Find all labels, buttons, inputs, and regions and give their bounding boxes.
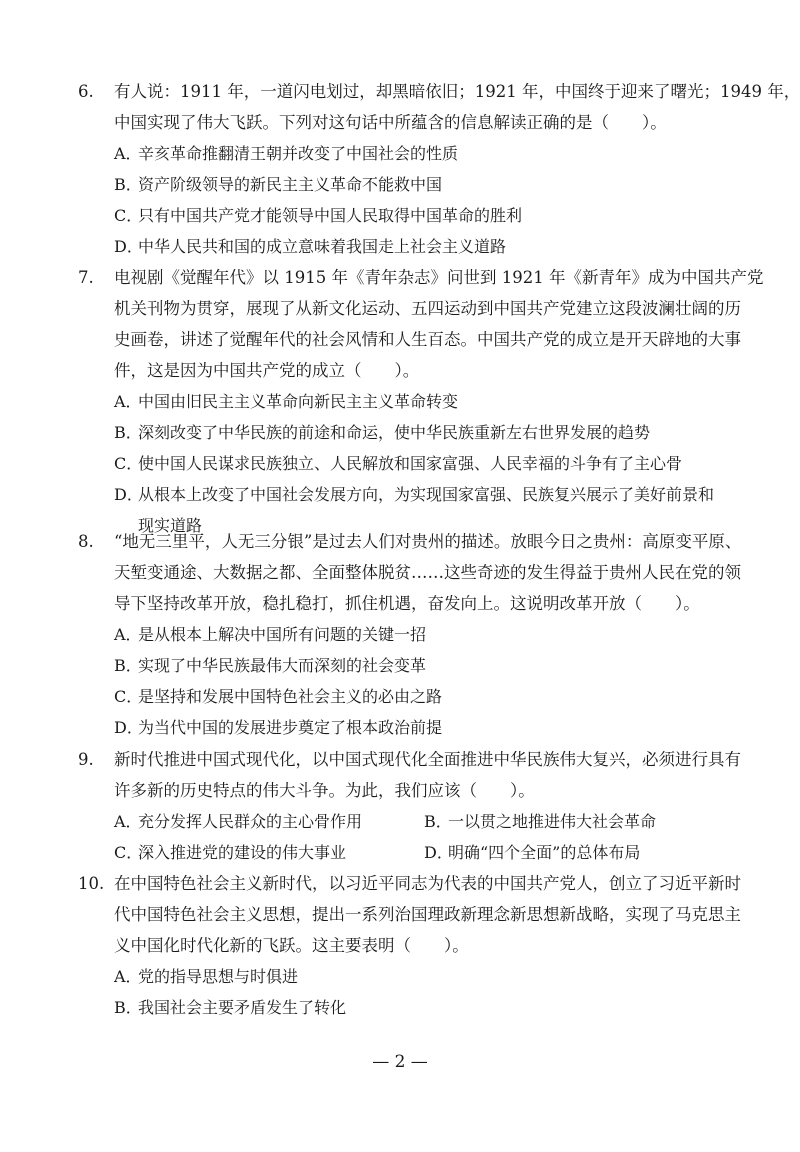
question-10-number: 10. <box>78 874 105 893</box>
question-7-option-d: D．从根本上改变了中国社会发展方向，为实现国家富强、民族复兴展示了美好前景和 <box>114 485 715 504</box>
question-6-number: 6. <box>78 82 94 101</box>
question-9-options-row-2 <box>78 837 758 868</box>
question-7-option-a: A．中国由旧民主主义革命向新民主主义革命转变 <box>114 392 459 411</box>
question-7-number: 7. <box>78 268 94 287</box>
question-7-stem-line-3: 史画卷，讲述了觉醒年代的社会风情和人生百态。中国共产党的成立是开天辟地的大事 <box>114 330 741 349</box>
question-10-stem-line-1: 10. 在中国特色社会主义新时代，以习近平同志为代表的中国共产党人，创立了习近平新时 <box>78 868 758 899</box>
question-7-option-c: C．使中国人民谋求民族独立、人民解放和国家富强、人民幸福的斗争有了主心骨 <box>114 454 683 473</box>
question-9-stem-line-1: 9. 新时代推进中国式现代化，以中国式现代化全面推进中华民族伟大复兴，必须进行具有 <box>78 744 758 775</box>
question-8-number: 8. <box>78 532 94 551</box>
question-8-option-c: C．是坚持和发展中国特色社会主义的必由之路 <box>114 687 443 706</box>
question-10-option-b: B．我国社会主要矛盾发生了转化 <box>114 998 347 1017</box>
question-8-option-d: D．为当代中国的发展进步奠定了根本政治前提 <box>114 718 443 737</box>
question-6 <box>78 76 800 262</box>
question-7-option-b: B．深刻改变了中华民族的前途和命运，使中华民族重新左右世界发展的趋势 <box>114 423 651 442</box>
question-9-number: 9. <box>78 750 94 769</box>
question-6-stem-line-2: 中国实现了伟大飞跃。下列对这句话中所蕴含的信息解读正确的是（ ）。 <box>114 113 667 132</box>
question-6-option-b: B．资产阶级领导的新民主主义革命不能救中国 <box>114 175 443 194</box>
question-8-stem-line-3: 导下坚持改革开放，稳扎稳打，抓住机遇，奋发向上。这说明改革开放（ ）。 <box>114 594 700 613</box>
question-8-option-b: B．实现了中华民族最伟大而深刻的社会变革 <box>114 656 427 675</box>
question-10-stem-line-3: 义中国化时代化新的飞跃。这主要表明（ ）。 <box>114 936 469 955</box>
question-9-option-b: B．一以贯之地推进伟大社会革命 <box>424 812 657 831</box>
question-8-stem-line-2: 天堑变通途、大数据之都、全面整体脱贫……这些奇迹的发生得益于贵州人民在党的领 <box>114 563 741 582</box>
question-6-stem-line-1: 6. 有人说：1911 年，一道闪电划过，却黑暗依旧；1921 年，中国终于迎来了曙光；1949 年， <box>78 76 758 107</box>
question-6-option-a: A．辛亥革命推翻清王朝并改变了中国社会的性质 <box>114 144 459 163</box>
question-6-option-c: C．只有中国共产党才能领导中国人民取得中国革命的胜利 <box>114 206 523 225</box>
question-9-options-row-1 <box>78 806 758 837</box>
question-8-stem-line-1: 8. “地无三里平，人无三分银”是过去人们对贵州的描述。放眼今日之贵州：高原变平原、 <box>78 526 758 557</box>
question-6-option-d: D．中华人民共和国的成立意味着我国走上社会主义道路 <box>114 237 507 256</box>
question-9-option-c: C．深入推进党的建设的伟大事业 <box>114 843 347 862</box>
page-number: — 2 — <box>372 1052 428 1072</box>
question-10-option-a: A．党的指导思想与时俱进 <box>114 967 299 986</box>
question-8-option-a: A．是从根本上解决中国所有问题的关键一招 <box>114 625 427 644</box>
question-7-stem-line-1: 7. 电视剧《觉醒年代》以 1915 年《青年杂志》问世到 1921 年《新青年》成为中国共产党 <box>78 262 758 293</box>
question-7-option-d-continued: 现实道路 <box>138 516 203 535</box>
question-8 <box>78 526 758 743</box>
question-9 <box>78 744 758 868</box>
question-7-stem-line-2: 机关刊物为贯穿，展现了从新文化运动、五四运动到中国共产党建立这段波澜壮阔的历 <box>114 299 741 318</box>
question-9-option-d: D．明确“四个全面”的总体布局 <box>424 843 641 862</box>
question-9-option-a: A．充分发挥人民群众的主心骨作用 <box>114 812 363 831</box>
question-7-stem-line-4: 件，这是因为中国共产党的成立（ ）。 <box>114 361 420 380</box>
question-7 <box>78 262 764 541</box>
question-10 <box>78 868 758 1023</box>
question-9-stem-line-2: 许多新的历史特点的伟大斗争。为此，我们应该（ ）。 <box>114 781 535 800</box>
question-10-stem-line-2: 代中国特色社会主义思想，提出一系列治国理政新理念新思想新战略，实现了马克思主 <box>114 905 741 924</box>
